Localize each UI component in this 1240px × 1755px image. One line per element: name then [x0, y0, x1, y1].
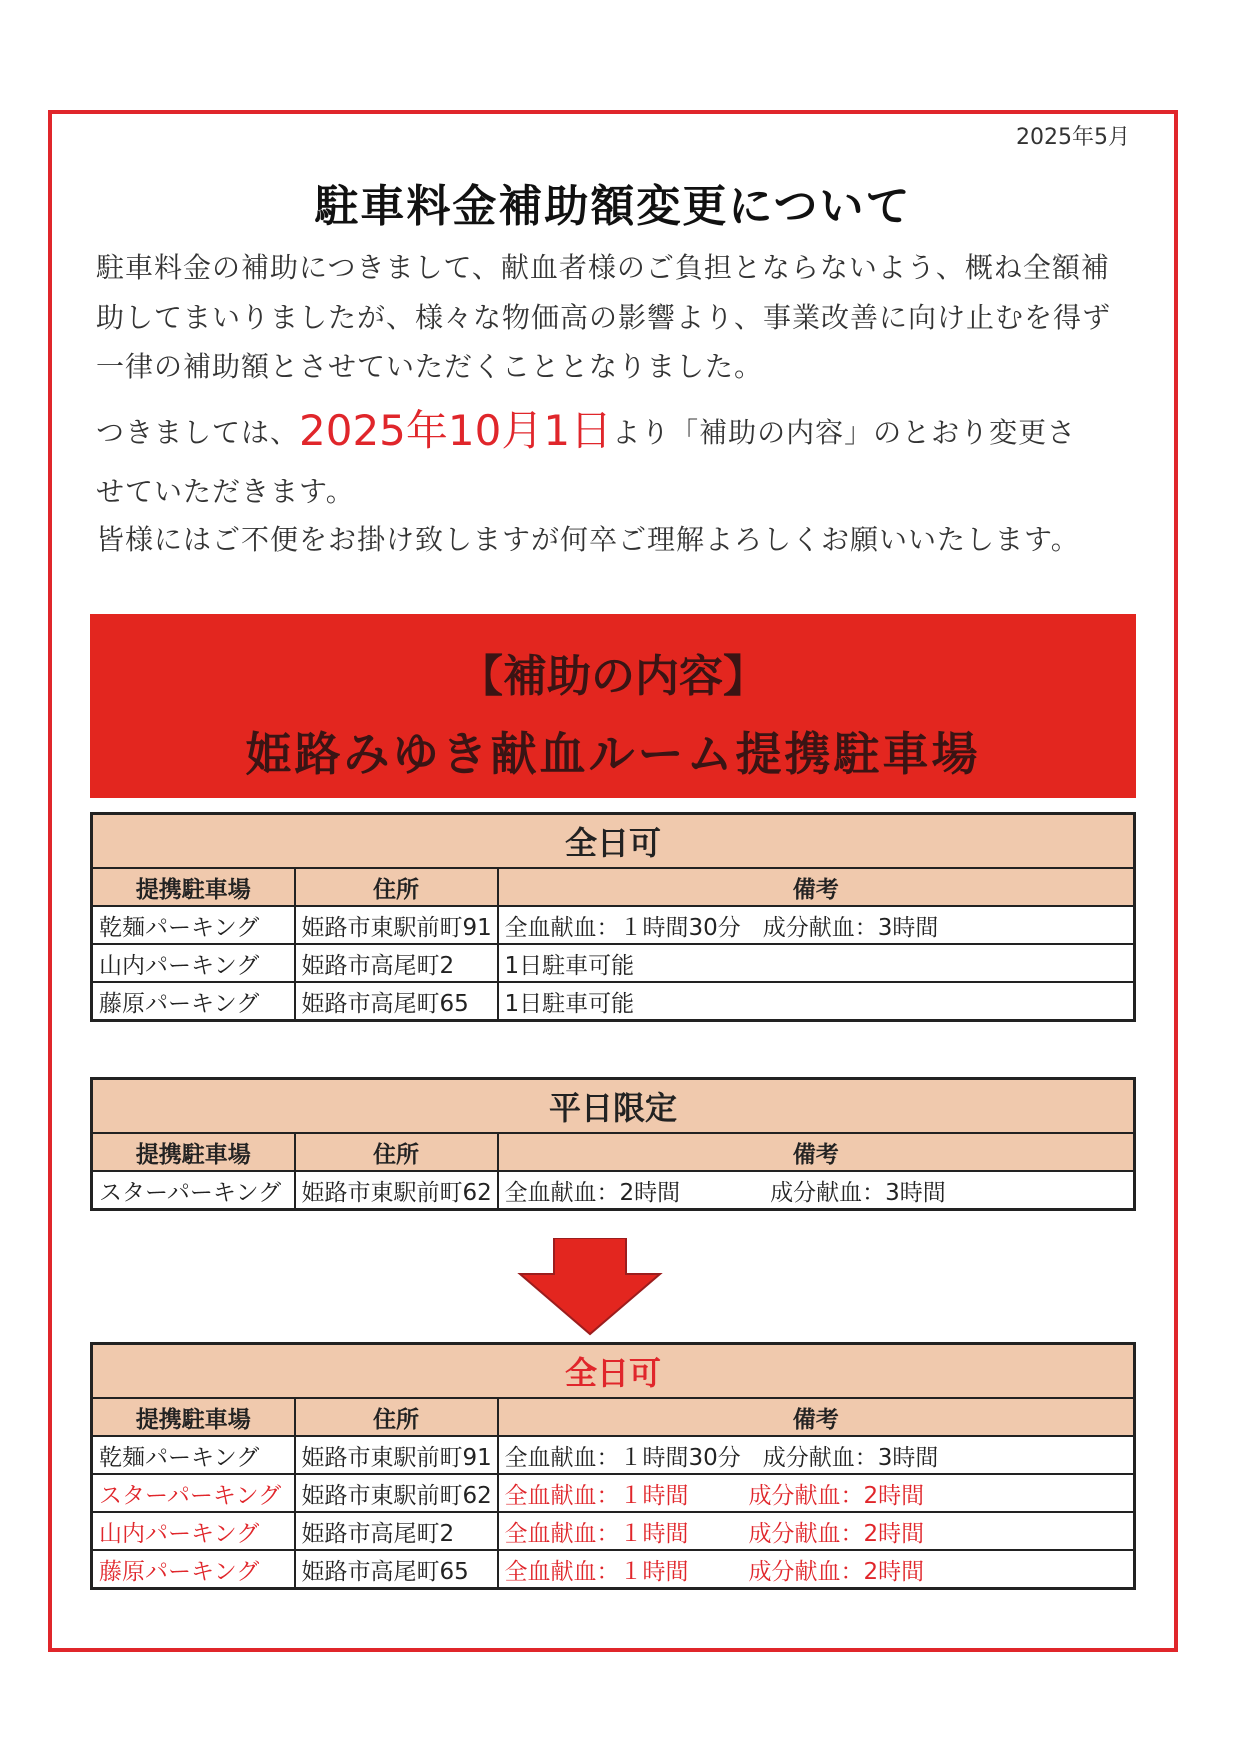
- intro-line-3: 一律の補助額とさせていただくこととなりました。: [96, 350, 764, 383]
- column-header-name: 提携駐車場: [92, 1133, 295, 1171]
- down-arrow-icon: [510, 1238, 670, 1338]
- note-component: 成分献血：3時間: [762, 914, 939, 941]
- parking-name: 藤原パーキング: [92, 1550, 295, 1589]
- note-whole-blood: 全血献血：１時間30分: [504, 1444, 741, 1471]
- table-caption: 平日限定: [92, 1079, 1135, 1134]
- table-caption: 全日可: [92, 814, 1135, 869]
- parking-name: 山内パーキング: [92, 1512, 295, 1550]
- parking-name: 乾麺パーキング: [92, 906, 295, 944]
- column-header-note: 備考: [498, 868, 1135, 906]
- change-notice-prefix: つきましては、: [96, 416, 300, 449]
- change-notice-suffix: より「補助の内容」のとおり変更さ: [612, 416, 1077, 449]
- effective-date: 2025年10月1日: [299, 406, 613, 455]
- parking-name: 乾麺パーキング: [92, 1436, 295, 1474]
- table-row: [92, 1171, 1135, 1210]
- note-whole-blood: 全血献血：2時間: [504, 1179, 681, 1206]
- parking-name: 藤原パーキング: [92, 982, 295, 1021]
- table-row: [92, 1474, 1135, 1512]
- parking-note: [498, 1550, 1135, 1589]
- column-header-note: 備考: [498, 1133, 1135, 1171]
- parking-note: [498, 1474, 1135, 1512]
- parking-address: 姫路市東駅前町62: [295, 1171, 498, 1210]
- parking-address: 姫路市高尾町2: [295, 944, 498, 982]
- note-component: 成分献血：3時間: [770, 1179, 946, 1206]
- table-row: [92, 1512, 1135, 1550]
- change-notice-line-1: [96, 398, 1076, 458]
- parking-address: 姫路市東駅前町62: [295, 1474, 498, 1512]
- column-header-address: 住所: [295, 1398, 498, 1436]
- table-caption: 全日可: [92, 1344, 1135, 1399]
- table-row: [92, 906, 1135, 944]
- parking-address: 姫路市高尾町65: [295, 982, 498, 1021]
- issue-date: 2025年5月: [1016, 125, 1130, 150]
- parking-address: 姫路市高尾町2: [295, 1512, 498, 1550]
- note-whole-blood: 全血献血：１時間30分: [504, 914, 741, 941]
- parking-note: [498, 1436, 1135, 1474]
- column-header-name: 提携駐車場: [92, 868, 295, 906]
- note-whole-blood: 全血献血：１時間: [504, 1520, 689, 1547]
- column-header-address: 住所: [295, 1133, 498, 1171]
- parking-address: 姫路市高尾町65: [295, 1550, 498, 1589]
- intro-line-1: 駐車料金の補助につきまして、献血者様のご負担とならないよう、概ね全額補: [96, 251, 1110, 284]
- note-whole-blood: 全血献血：１時間: [504, 1482, 689, 1509]
- parking-name: スターパーキング: [92, 1171, 295, 1210]
- current-weekday-table: [90, 1077, 1136, 1211]
- column-header-address: 住所: [295, 868, 498, 906]
- parking-address: 姫路市東駅前町91: [295, 906, 498, 944]
- table-row: [92, 1550, 1135, 1589]
- parking-name: スターパーキング: [92, 1474, 295, 1512]
- new-allday-table: [90, 1342, 1136, 1590]
- change-notice-line-2: せていただきます。: [96, 475, 355, 508]
- banner-subheading: 姫路みゆき献血ルーム提携駐車場: [245, 727, 981, 781]
- parking-note: 1日駐車可能: [498, 982, 1135, 1021]
- column-header-note: 備考: [498, 1398, 1135, 1436]
- note-component: 成分献血：2時間: [748, 1482, 925, 1509]
- parking-note: [498, 1171, 1135, 1210]
- banner-heading: 【補助の内容】: [459, 651, 767, 702]
- column-header-name: 提携駐車場: [92, 1398, 295, 1436]
- current-allday-table: [90, 812, 1136, 1022]
- parking-note: 1日駐車可能: [498, 944, 1135, 982]
- intro-line-2: 助してまいりましたが、様々な物価高の影響より、事業改善に向け止むを得ず: [96, 301, 1112, 334]
- parking-address: 姫路市東駅前町91: [295, 1436, 498, 1474]
- parking-note: [498, 1512, 1135, 1550]
- parking-note: [498, 906, 1135, 944]
- table-row: [92, 944, 1135, 982]
- note-component: 成分献血：2時間: [748, 1558, 925, 1585]
- parking-name: 山内パーキング: [92, 944, 295, 982]
- note-component: 成分献血：3時間: [762, 1444, 939, 1471]
- note-component: 成分献血：2時間: [748, 1520, 925, 1547]
- note-whole-blood: 全血献血：１時間: [504, 1558, 689, 1585]
- table-row: [92, 1436, 1135, 1474]
- subsidy-banner: [90, 614, 1136, 798]
- table-row: [92, 982, 1135, 1021]
- apology-line: 皆様にはご不便をお掛け致しますが何卒ご理解よろしくお願いいたします。: [96, 523, 1080, 556]
- page-title: 駐車料金補助額変更について: [314, 181, 912, 232]
